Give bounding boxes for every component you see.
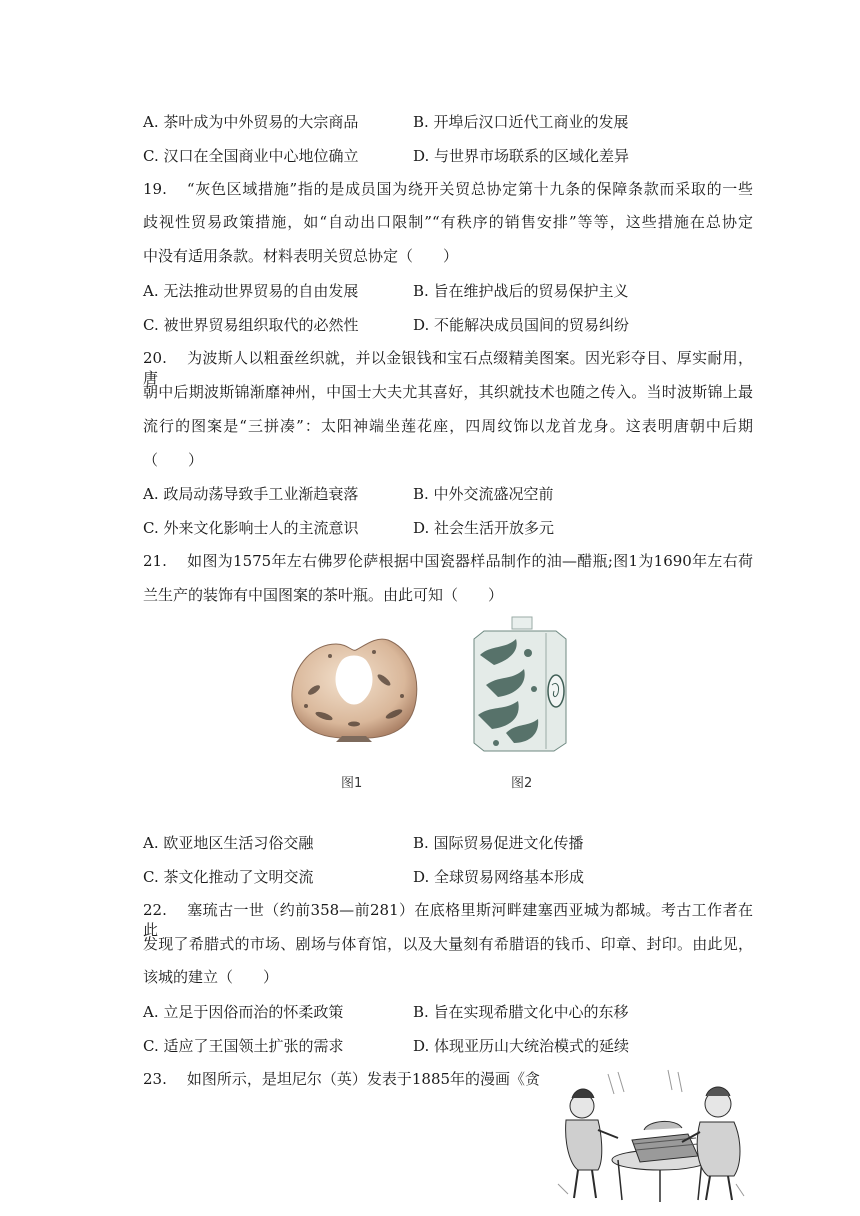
q19-number: 19. (143, 180, 167, 198)
q22-option-c: C. 适应了王国领土扩张的需求 (143, 1037, 344, 1055)
q21-option-d: D. 全球贸易网络基本形成 (413, 868, 585, 886)
q23-stem-line-1: 23. 如图所示，是坦尼尔（英）发表于1885年的漫画《贪 (143, 1070, 541, 1088)
q18-option-b: B. 开埠后汉口近代工商业的发展 (413, 113, 629, 131)
q21-stem-line-1: 21. 如图为1575年左右佛罗伦萨根据中国瓷器样品制作的油—醋瓶;图1为1690年左右荷 (143, 552, 753, 570)
oil-vinegar-bottle-figure (284, 630, 424, 748)
figure-1-caption: 图1 (341, 776, 363, 791)
q18-option-d: D. 与世界市场联系的区域化差异 (413, 147, 630, 165)
q19-option-a: A. 无法推动世界贸易的自由发展 (143, 282, 359, 300)
q21-stem-line-2: 兰生产的装饰有中国图案的茶叶瓶。由此可知（ ） (143, 586, 504, 604)
q22-option-b: B. 旨在实现希腊文化中心的东移 (413, 1003, 629, 1021)
q22-stem-line-2: 发现了希腊式的市场、剧场与体育馆，以及大量刻有希腊语的钱币、印章、封印。由此见， (143, 935, 753, 953)
q20-stem-line-4: （ ） (143, 451, 204, 469)
figure-2-caption: 图2 (511, 776, 533, 791)
q19-option-b: B. 旨在维护战后的贸易保护主义 (413, 282, 629, 300)
q20-stem-line-1: 20. 为波斯人以粗蚕丝织就，并以金银钱和宝石点缀精美图案。因光彩夺目、厚实耐用，唐 (143, 349, 753, 387)
q20-stem-line-2: 朝中后期波斯锦渐靡神州，中国士大夫尤其喜好，其织就技术也随之传入。当时波斯锦上最 (143, 383, 753, 401)
q19-option-c: C. 被世界贸易组织取代的必然性 (143, 316, 359, 334)
q21-number: 21. (143, 552, 167, 570)
q22-option-a: A. 立足于因俗而治的怀柔政策 (143, 1003, 344, 1021)
q21-option-b: B. 国际贸易促进文化传播 (413, 834, 584, 852)
cartoon-illustration (548, 1064, 748, 1204)
q20-option-d: D. 社会生活开放多元 (413, 519, 555, 537)
tea-caddy-figure (466, 615, 574, 755)
q20-stem-line-3: 流行的图案是“三拼凑”：太阳神端坐莲花座，四周纹饰以龙首龙身。这表明唐朝中后期 (143, 417, 753, 435)
q21-option-a: A. 欧亚地区生活习俗交融 (143, 834, 314, 852)
q19-option-d: D. 不能解决成员国间的贸易纠纷 (413, 316, 630, 334)
q19-stem-line-1: 19. “灰色区域措施”指的是成员国为绕开关贸总协定第十九条的保障条款而采取的一些 (143, 180, 753, 198)
q22-number: 22. (143, 901, 167, 919)
q20-option-c: C. 外来文化影响士人的主流意识 (143, 519, 359, 537)
q21-option-c: C. 茶文化推动了文明交流 (143, 868, 314, 886)
q22-stem-line-3: 该城的建立（ ） (143, 968, 279, 986)
q20-number: 20. (143, 349, 167, 367)
q20-option-a: A. 政局动荡导致手工业渐趋衰落 (143, 485, 359, 503)
q18-option-c: C. 汉口在全国商业中心地位确立 (143, 147, 359, 165)
q19-stem-line-2: 歧视性贸易政策措施，如“自动出口限制”“有秩序的销售安排”等等，这些措施在总协定 (143, 213, 753, 231)
q22-option-d: D. 体现亚历山大统治模式的延续 (413, 1037, 630, 1055)
q19-stem-line-3: 中没有适用条款。材料表明关贸总协定（ ） (143, 247, 459, 265)
q20-option-b: B. 中外交流盛况空前 (413, 485, 554, 503)
q23-number: 23. (143, 1070, 167, 1088)
q18-option-a: A. 茶叶成为中外贸易的大宗商品 (143, 113, 359, 131)
q22-stem-line-1: 22. 塞琉古一世（约前358—前281）在底格里斯河畔建塞西亚城为都城。考古工作者在此 (143, 901, 753, 939)
